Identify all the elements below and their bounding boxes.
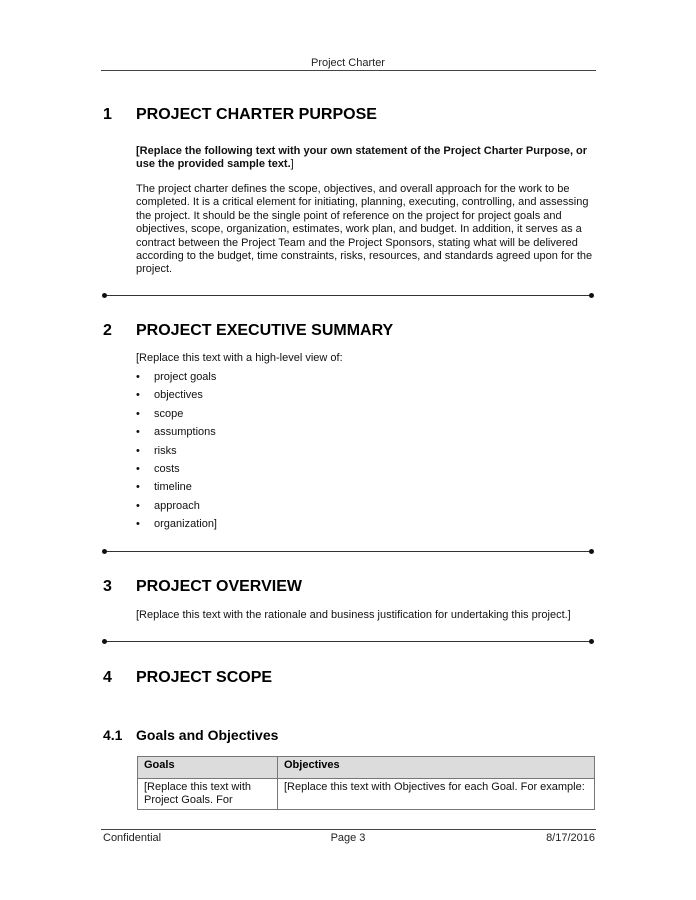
section-divider (104, 295, 592, 296)
list-item-text: costs (154, 462, 180, 475)
instruction-bold-text: [Replace the following text with your own statement of the Project Charter Purpose, or use the provided sample text. (136, 145, 588, 171)
list-item (136, 389, 536, 407)
table-cell-objective: [Replace this text with Objectives for each Goal. For example: (278, 779, 595, 810)
bullet-icon: • (136, 426, 140, 439)
list-item-text: approach (154, 499, 200, 512)
section-title: PROJECT OVERVIEW (136, 578, 302, 595)
subsection-number: 4.1 (103, 727, 123, 743)
bullet-icon: • (136, 481, 140, 494)
list-item (136, 463, 536, 481)
bullet-icon: • (136, 444, 140, 457)
section-title: PROJECT EXECUTIVE SUMMARY (136, 322, 394, 339)
section-title: PROJECT CHARTER PURPOSE (136, 106, 377, 123)
instruction-end-bracket: ] (290, 158, 294, 171)
section-2-intro: [Replace this text with a high-level view of: (136, 352, 343, 364)
list-item (136, 518, 536, 536)
subsection-title: Goals and Objectives (136, 727, 279, 743)
footer-date: 8/17/2016 (546, 832, 595, 844)
list-item-text: organization] (154, 518, 217, 531)
header-rule (101, 70, 596, 71)
section-title: PROJECT SCOPE (136, 669, 273, 686)
footer-confidential: Confidential (103, 832, 162, 844)
bullet-icon: • (136, 499, 140, 512)
list-item-text: project goals (154, 371, 217, 383)
section-3-body: [Replace this text with the rationale and business justification for undertaking this project.] (136, 609, 571, 621)
bullet-icon: • (136, 371, 140, 383)
goals-objectives-table (137, 756, 595, 810)
section-number: 4 (103, 669, 112, 686)
list-item (136, 481, 536, 499)
section-number: 2 (103, 322, 112, 339)
page-header-title: Project Charter (311, 57, 385, 69)
list-item-text: scope (154, 407, 184, 420)
list-item-text: objectives (154, 389, 203, 402)
list-item (136, 426, 536, 444)
section-divider (104, 551, 592, 552)
bullet-icon: • (136, 389, 140, 402)
list-item (136, 371, 536, 389)
table-cell-goal: [Replace this text with Project Goals. For (138, 779, 278, 810)
section-1-instruction (136, 145, 594, 172)
list-item-text: risks (154, 444, 177, 457)
table-row (138, 779, 595, 810)
section-1-body: The project charter defines the scope, objectives, and overall approach for the work to be completed. It is a critical element for initiating, planning, executing, controlling, and assessing the project. It should be the single point of reference on the project for project goals and objectives, scope, organization, estimates, work plan, and budget. In addition, it serves as a contract between the Project Team and the Project Sponsors, stating what will be delivered according to the budget, time constraints, risks, resources, and standards agreed upon for the project. (136, 183, 593, 276)
column-header-objectives: Objectives (278, 757, 595, 779)
bullet-icon: • (136, 518, 140, 531)
list-item (136, 408, 536, 426)
section-number: 1 (103, 106, 112, 123)
list-item-text: timeline (154, 481, 192, 494)
section-number: 3 (103, 578, 112, 595)
footer-page-number: Page 3 (330, 832, 366, 844)
list-item (136, 500, 536, 518)
bullet-icon: • (136, 407, 140, 420)
column-header-goals: Goals (138, 757, 278, 779)
list-item-text: assumptions (154, 426, 216, 439)
executive-summary-list (136, 371, 536, 537)
list-item (136, 445, 536, 463)
table-header-row (138, 757, 595, 779)
bullet-icon: • (136, 462, 140, 475)
section-divider (104, 641, 592, 642)
footer-rule (101, 829, 596, 830)
